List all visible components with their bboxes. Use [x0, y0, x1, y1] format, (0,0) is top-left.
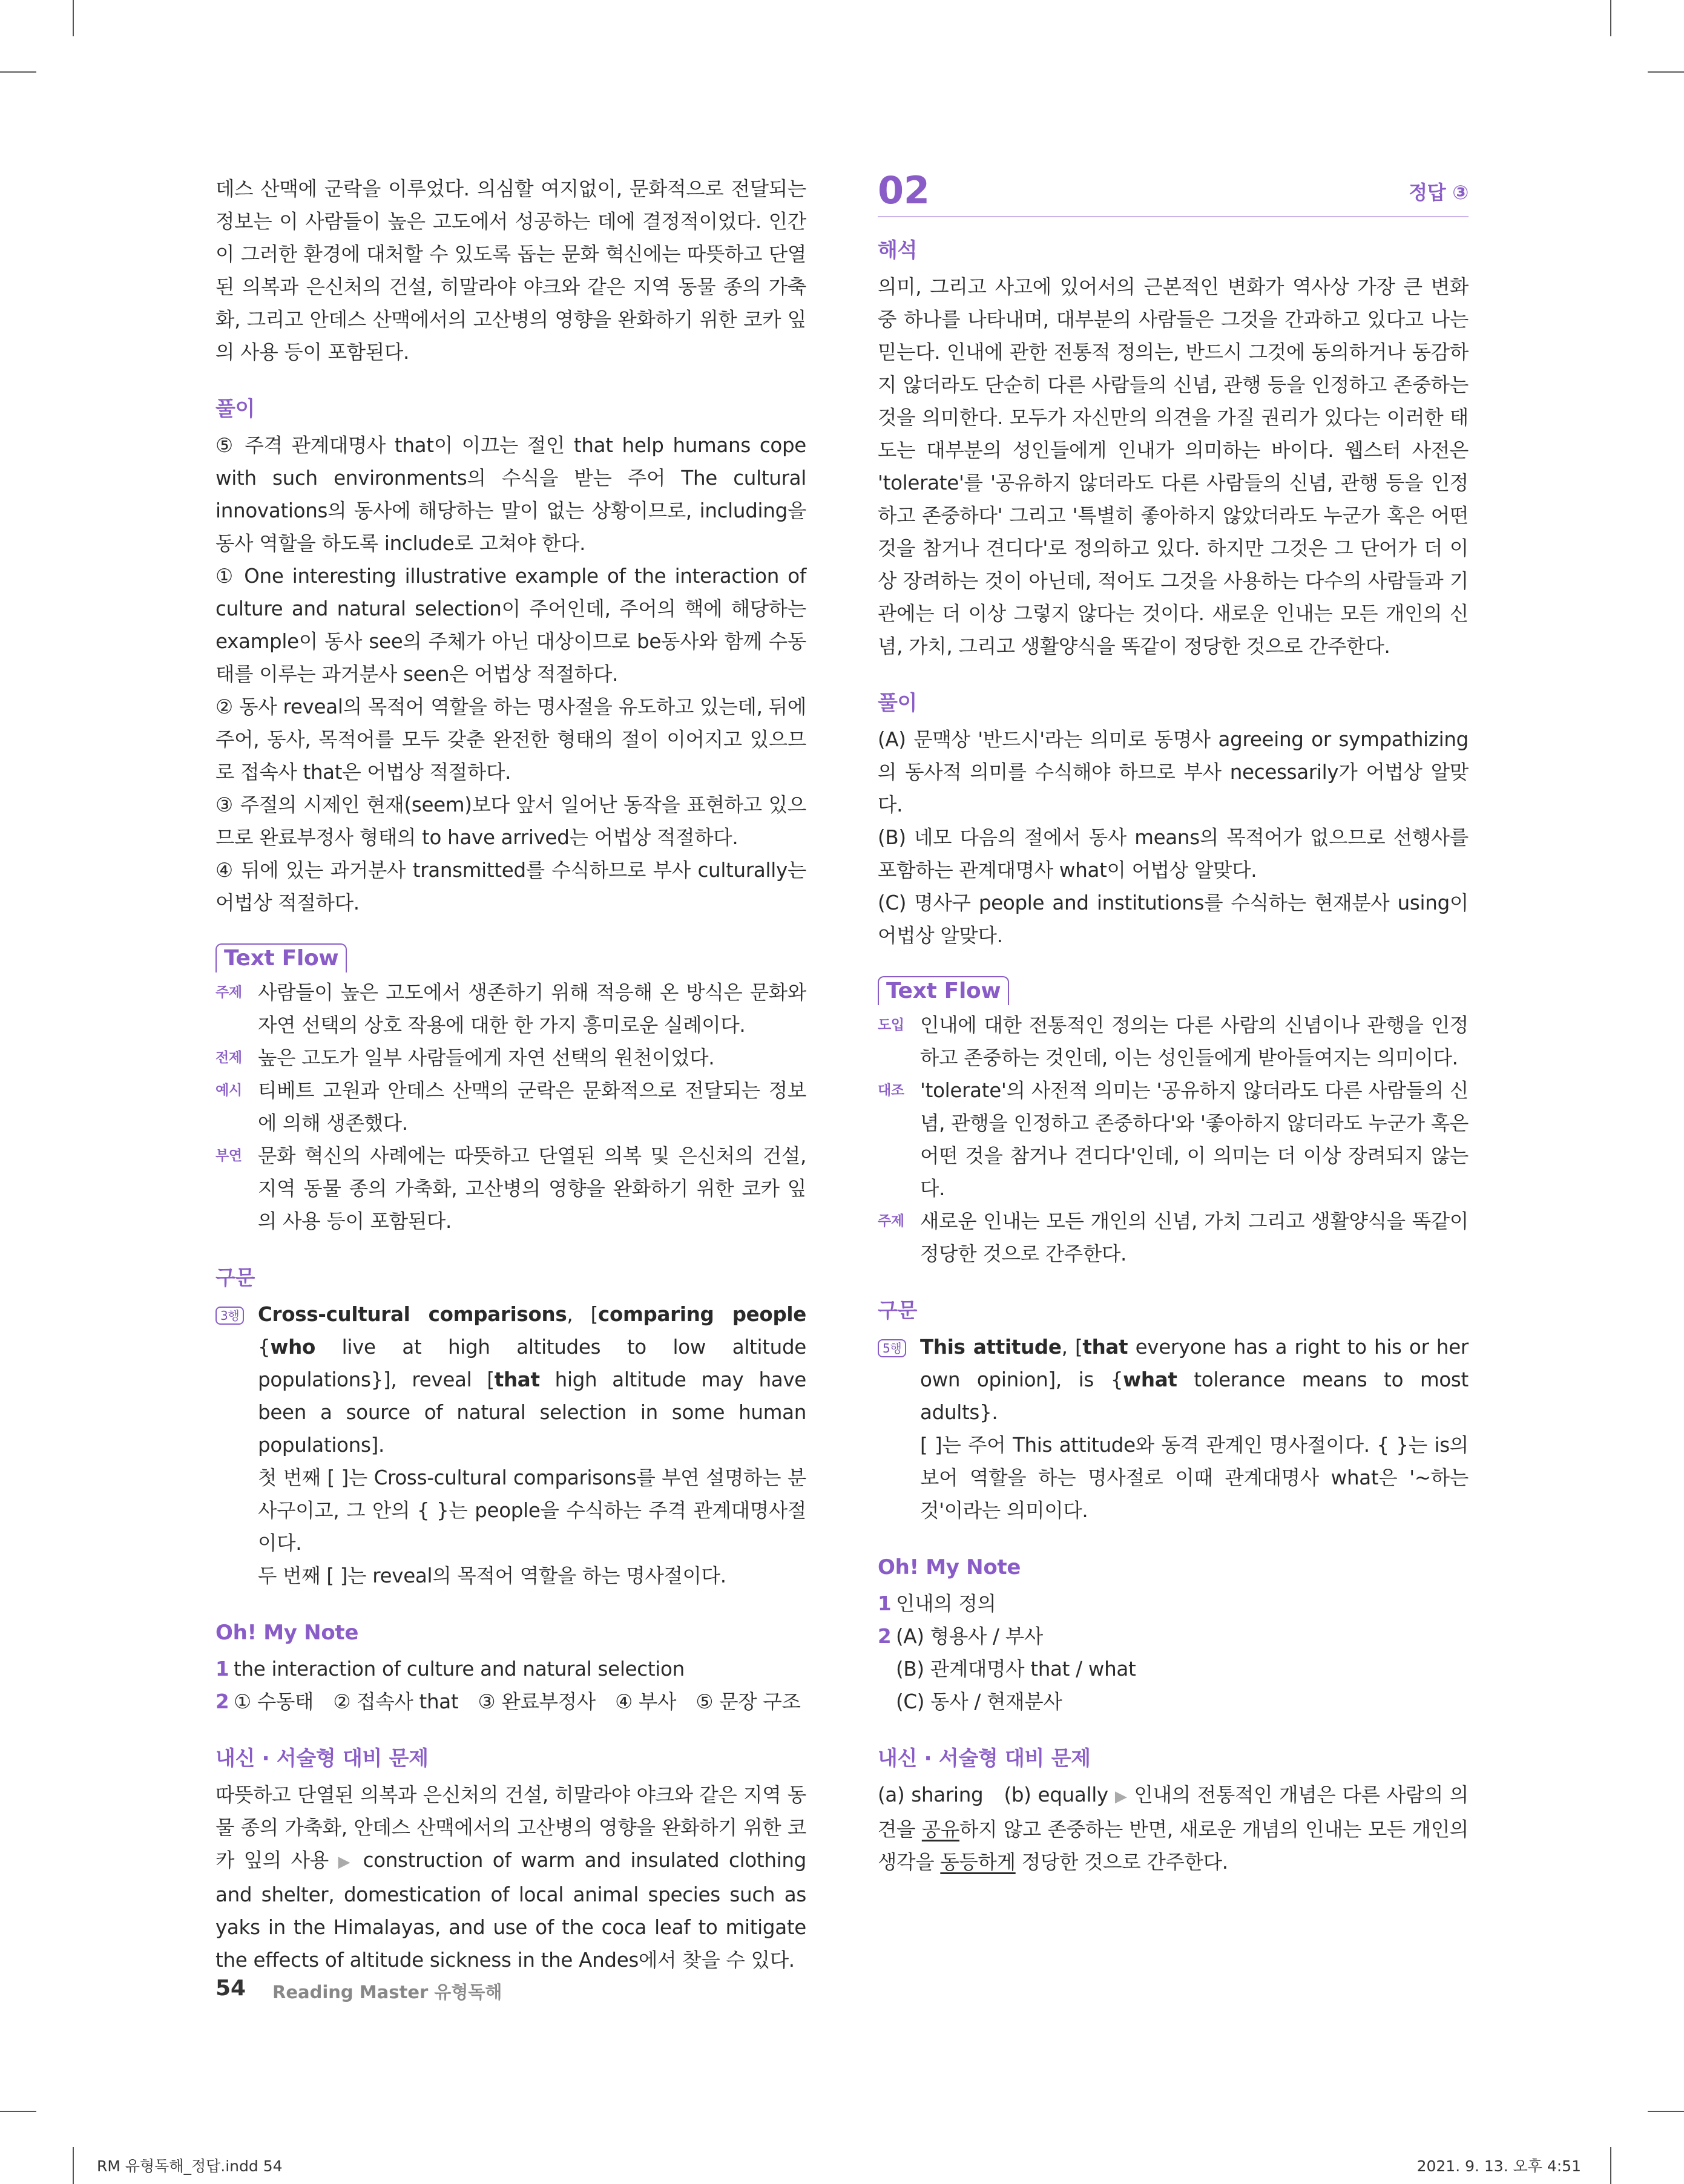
arrow-icon: ▶ — [338, 1853, 354, 1871]
text-flow-tag: 전제 — [215, 1050, 242, 1066]
explain-item: ③ 주절의 시제인 현재(seem)보다 앞서 일어난 동작을 표현하고 있으므로 완료부정사 형태의 to have arrived는 어법상 적절하다. — [215, 793, 806, 849]
answer-label: 정답 ③ — [1409, 181, 1469, 204]
note-line — [878, 1685, 1469, 1718]
text-flow-text: 문화 혁신의 사례에는 따뜻하고 단열된 의복 및 은신처의 건설, 지역 동물 종의 가축화, 고산병의 영향을 완화하기 위한 코카 잎의 사용 등이 포함된다. — [258, 1144, 806, 1233]
question-number: 02 — [878, 168, 930, 212]
exam-answer — [215, 1779, 806, 1976]
underlined-word: 동등하게 — [940, 1851, 1016, 1874]
syntax-sentence: This attitude, [that everyone has a right to his or her own opinion], is {what tolerance means to most adults}. [ ]는 주어 This attitude와 동격 관계인 명사절이다. { }는 is의 보어 역할을 하는 명사절로 이때 관계대명사 what은 '~하는 것'이라는 의미이다. — [920, 1331, 1469, 1527]
note-text: (B) 관계대명사 that / what — [896, 1658, 1136, 1681]
crop-mark — [1610, 0, 1611, 36]
text-flow-text: 사람들이 높은 고도에서 생존하기 위해 적응해 온 방식은 문화와 자연 선택의 상호 작용에 대한 한 가지 흥미로운 실례이다. — [258, 981, 806, 1037]
date-slug: 2021. 9. 13. 오후 4:51 — [1416, 2157, 1581, 2175]
intro-paragraph: 데스 산맥에 군락을 이루었다. 의심할 여지없이, 문화적으로 전달되는 정보는 이 사람들이 높은 고도에서 성공하는 데에 결정적이었다. 인간이 그러한 환경에 대처할 수 있도록 돕는 문화 혁신에는 따뜻하고 단열된 의복과 은신처의 건설, 히말라야 야크와 같은 지역 동물 종의 가축화, 그리고 안데스 산맥에서의 고산병의 영향을 완화하기 위한 코카 잎의 사용 등이 포함된다. — [215, 177, 806, 364]
note-line — [215, 1653, 806, 1685]
syntax-explain: [ ]는 주어 This attitude와 동격 관계인 명사절이다. { }는 is의 보어 역할을 하는 명사절로 이때 관계대명사 what은 '~하는 것'이라는 의미이다. — [920, 1434, 1469, 1522]
explain-heading: 풀이 — [878, 691, 918, 715]
explain-item: ④ 뒤에 있는 과거분사 transmitted를 수식하므로 부사 culturally는 어법상 적절하다. — [215, 859, 806, 914]
exam-heading: 내신 · 서술형 대비 문제 — [878, 1746, 1091, 1771]
text-flow-tag: 도입 — [878, 1017, 904, 1033]
note-number: 1 — [215, 1658, 229, 1681]
left-column — [215, 172, 806, 1976]
syntax-explain: 첫 번째 [ ]는 Cross-cultural comparisons를 부연 설명하는 분사구이고, 그 안의 { }는 people을 수식하는 주격 관계대명사절이다. — [258, 1466, 806, 1555]
text-flow-row — [878, 1205, 1469, 1270]
exam-heading: 내신 · 서술형 대비 문제 — [215, 1746, 429, 1771]
syntax-heading: 구문 — [878, 1299, 918, 1323]
text-flow-row — [215, 1041, 806, 1074]
exam-answer — [878, 1779, 1469, 1878]
note-heading: Oh! My Note — [878, 1555, 1021, 1579]
note-line — [878, 1587, 1469, 1620]
file-slug: RM 유형독해_정답.indd 54 — [97, 2157, 283, 2175]
exam-korean: 인내의 전통적인 개념은 다른 사람의 의견을 — [878, 1783, 1469, 1841]
crop-mark — [0, 71, 36, 73]
explain-heading: 풀이 — [215, 397, 255, 421]
note-text: the interaction of culture and natural selection — [234, 1658, 685, 1681]
syntax-heading: 구문 — [215, 1266, 255, 1290]
crop-mark — [0, 2111, 36, 2112]
note-number: 2 — [215, 1690, 229, 1713]
translation-heading: 해석 — [878, 238, 918, 263]
crop-mark — [73, 2147, 74, 2184]
text-flow-tag: 대조 — [878, 1083, 904, 1098]
exam-korean: 정당한 것으로 간주한다. — [1021, 1851, 1228, 1874]
note-number — [878, 1653, 896, 1685]
translation-paragraph: 의미, 그리고 사고에 있어서의 근본적인 변화가 역사상 가장 큰 변화 중 하나를 나타내며, 대부분의 사람들은 그것을 간과하고 있다고 나는 믿는다. 인내에 관한 전통적 정의는, 반드시 그것에 동의하거나 동감하지 않더라도 단순히 다른 사람들의 신념, 관행 등을 인정하고 존중하는 것을 의미한다. 모두가 자신만의 의견을 가질 권리가 있다는 이러한 태도는 대부분의 성인들에게 인내가 의미하는 바이다. 웹스터 사전은 'tolerate'를 '공유하지 않더라도 다른 사람들의 신념, 관행 등을 인정하고 존중하다' 그리고 '특별히 좋아하지 않았더라도 누군가 혹은 어떤 것을 참거나 견디다'로 정의하고 있다. 하지만 그것은 그 단어가 더 이상 장려하는 것이 아닌데, 적어도 그것을 사용하는 다수의 사람들과 기관에는 더 이상 그렇지 않다는 것이다. 새로운 인내는 모든 개인의 신념, 가치, 그리고 생활양식을 똑같이 정당한 것으로 간주한다. — [878, 275, 1469, 658]
syntax-explain: 두 번째 [ ]는 reveal의 목적어 역할을 하는 명사절이다. — [258, 1564, 726, 1587]
text-flow-title: Text Flow — [878, 976, 1009, 1005]
syntax-row — [878, 1331, 1469, 1527]
note-text: (C) 동사 / 현재분사 — [896, 1690, 1062, 1713]
note-heading: Oh! My Note — [215, 1621, 359, 1645]
arrow-icon: ▶ — [1114, 1788, 1128, 1806]
explain-item: ① One interesting illustrative example of the interaction of culture and natural selection이 주어인데, 주어의 핵에 해당하는 example이 동사 see의 주체가 아닌 대상이므로 be동사와 함께 수동태를 이루는 과거분사 seen은 어법상 적절하다. — [215, 565, 806, 686]
text-flow-row — [878, 1074, 1469, 1205]
text-flow-text: 인내에 대한 전통적인 정의는 다른 사람의 신념이나 관행을 인정하고 존중하는 것인데, 이는 성인들에게 받아들여지는 의미이다. — [920, 1014, 1469, 1069]
exam-english: construction of warm and insulated clothing and shelter, domestication of local animal species such as yaks in the Himalayas, and use of the coca leaf to mitigate the effects of altitude sickness in the Andes에서 찾을 수 있다. — [215, 1849, 806, 1972]
exam-short-answer: (a) sharing (b) equally — [878, 1783, 1108, 1806]
exam-korean: 하지 않고 존중하는 반면, 새로운 개념의 인내는 모든 개인의 생각을 — [878, 1818, 1469, 1874]
text-flow-tag: 주제 — [878, 1213, 904, 1229]
explain-item: ⑤ 주격 관계대명사 that이 이끄는 절인 that help humans cope with such environments의 수식을 받는 주어 The cultural innovations의 동사에 해당하는 말이 없는 상황이므로, including을 동사 역할을 하도록 include로 고쳐야 한다. — [215, 434, 806, 555]
explain-item: (A) 문맥상 '반드시'라는 의미로 동명사 agreeing or sympathizing의 동사적 의미를 수식해야 하므로 부사 necessarily가 어법상 알맞다. — [878, 728, 1469, 816]
note-line — [878, 1653, 1469, 1685]
exam-korean: 따뜻하고 단열된 의복과 은신처의 건설, 히말라야 야크와 같은 지역 동물 종의 가축화, 안데스 산맥에서의 고산병의 영향을 완화하기 위한 코카 잎의 사용 — [215, 1783, 806, 1872]
text-flow-title: Text Flow — [215, 943, 347, 972]
right-column — [878, 168, 1469, 1878]
underlined-word: 공유 — [921, 1818, 959, 1841]
text-flow-text: 티베트 고원과 안데스 산맥의 군락은 문화적으로 전달되는 정보에 의해 생존했다. — [258, 1079, 806, 1135]
crop-mark — [73, 0, 74, 36]
crop-mark — [1648, 2111, 1684, 2112]
crop-mark — [1610, 2147, 1611, 2184]
question-header — [878, 168, 1469, 217]
text-flow-text: 새로운 인내는 모든 개인의 신념, 가치 그리고 생활양식을 똑같이 정당한 것으로 간주한다. — [920, 1210, 1469, 1265]
book-title: Reading Master 유형독해 — [272, 1982, 502, 2002]
note-text: 인내의 정의 — [896, 1592, 996, 1615]
text-flow-row — [878, 1009, 1469, 1074]
note-text: ① 수동태 ② 접속사 that ③ 완료부정사 ④ 부사 ⑤ 문장 구조 — [234, 1690, 801, 1713]
text-flow-text: 높은 고도가 일부 사람들에게 자연 선택의 원천이었다. — [258, 1046, 715, 1069]
text-flow-row — [215, 1074, 806, 1140]
note-line — [215, 1685, 806, 1718]
note-number: 1 — [878, 1592, 892, 1615]
line-badge: 5행 — [878, 1339, 906, 1357]
page-number: 54 — [215, 1976, 246, 2001]
explain-item: (C) 명사구 people and institutions를 수식하는 현재분사 using이 어법상 알맞다. — [878, 891, 1469, 947]
syntax-sentence: Cross-cultural comparisons, [comparing people {who live at high altitudes to low altitude populations}], reveal [that high altitude may have been a source of natural selection in some human populations]. 첫 번째 [ ]는 Cross-cultural comparisons를 부연 설명하는 분사구이고, 그 안의 { }는 people을 수식하는 주격 관계대명사절이다. 두 번째 [ ]는 reveal의 목적어 역할을 하는 명사절이다. — [258, 1298, 806, 1592]
note-number: 2 — [878, 1625, 892, 1648]
text-flow-tag: 부연 — [215, 1148, 242, 1164]
note-text: (A) 형용사 / 부사 — [896, 1625, 1043, 1648]
text-flow-row — [215, 976, 806, 1041]
text-flow-text: 'tolerate'의 사전적 의미는 '공유하지 않더라도 다른 사람들의 신념, 관행을 인정하고 존중하다'와 '좋아하지 않더라도 누군가 혹은 어떤 것을 참거나 견디다'인데, 이 의미는 더 이상 장려되지 않는다. — [920, 1079, 1469, 1200]
crop-mark — [1648, 71, 1684, 73]
explain-item: (B) 네모 다음의 절에서 동사 means의 목적어가 없으므로 선행사를 포함하는 관계대명사 what이 어법상 알맞다. — [878, 826, 1469, 882]
syntax-row — [215, 1298, 806, 1592]
text-flow-row — [215, 1140, 806, 1238]
text-flow-tag: 주제 — [215, 985, 242, 1000]
text-flow-tag: 예시 — [215, 1083, 242, 1098]
line-badge: 3행 — [215, 1307, 244, 1325]
note-number — [878, 1685, 896, 1718]
explain-item: ② 동사 reveal의 목적어 역할을 하는 명사절을 유도하고 있는데, 뒤에 주어, 동사, 목적어를 모두 갖춘 완전한 형태의 절이 이어지고 있으므로 접속사 that은 어법상 적절하다. — [215, 695, 806, 784]
note-line — [878, 1620, 1469, 1653]
